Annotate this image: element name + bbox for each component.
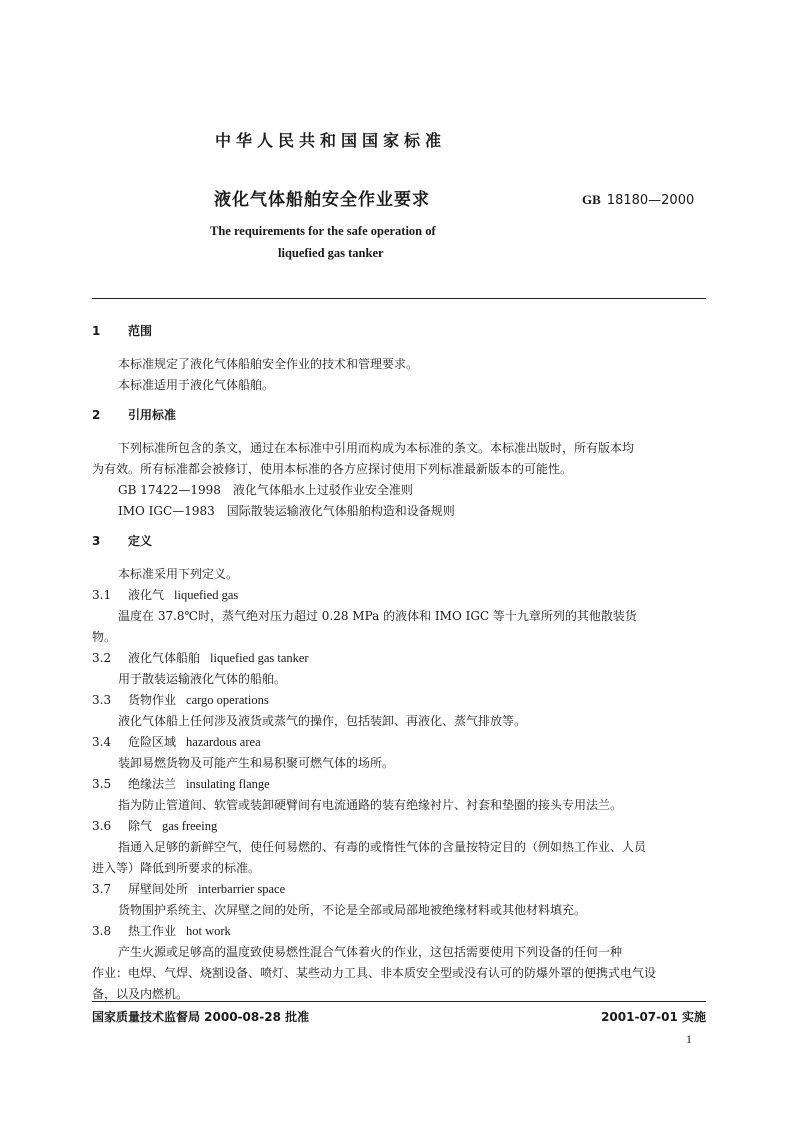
standard-number (582, 192, 694, 208)
definition-3-3-text: 液化气体船上任何涉及液货或蒸气的操作，包括装卸、再液化、蒸气排放等。 (118, 714, 527, 728)
page-number: 1 (686, 1032, 692, 1046)
section-2-para-line-2: 为有效。所有标准都会被修订，使用本标准的各方应探讨使用下列标准最新版本的可能性。 (92, 462, 573, 476)
section-3-intro: 本标准采用下列定义。 (118, 567, 239, 581)
section-2-para-line-1: 下列标准所包含的条文，通过在本标准中引用而构成为本标准的条文。本标准出版时，所有版本均 (118, 441, 635, 455)
reference-2: IMO IGC—1983 国际散装运输液化气体船舶构造和设备规则 (118, 504, 455, 518)
english-title-line1: The requirements for the safe operation of (210, 224, 436, 238)
definition-3-8-term: 3.8 热工作业 hot work (92, 924, 231, 938)
definition-3-2-term: 3.2 液化气体船舶 liquefied gas tanker (92, 651, 309, 665)
definition-3-6-text-2: 进入等）降低到所要求的标准。 (92, 861, 261, 875)
standard-code: 18180—2000 (606, 193, 695, 208)
implementation-date: 2001-07-01 实施 (601, 1010, 706, 1024)
definition-3-5-term: 3.5 绝缘法兰 insulating flange (92, 777, 270, 791)
definition-3-3-term: 3.3 货物作业 cargo operations (92, 693, 269, 707)
document-title: 液化气体船舶安全作业要求 (214, 190, 430, 210)
english-title-line2: liquefied gas tanker (278, 246, 384, 260)
approval-line: 国家质量技术监督局 2000-08-28 批准 (92, 1010, 310, 1024)
definition-3-8-text-2: 作业：电焊、气焊、烧割设备、喷灯、某些动力工具、非本质安全型或没有认可的防爆外罩的便携式电气设 (92, 966, 657, 980)
standard-title: 中华人民共和国国家标准 (215, 131, 447, 150)
section-1-heading: 1 范围 (92, 324, 153, 338)
definition-3-4-text: 装卸易燃货物及可能产生和易积聚可燃气体的场所。 (118, 756, 395, 770)
section-3-heading: 3 定义 (92, 534, 153, 548)
section-1-para-2: 本标准适用于液化气体船舶。 (118, 378, 275, 392)
definition-3-8-text-3: 备，以及内燃机。 (92, 987, 189, 1001)
definition-3-5-text: 指为防止管道间、软管或装卸硬臂间有电流通路的装有绝缘衬片、衬套和垫圈的接头专用法兰。 (118, 798, 623, 812)
definition-3-7-term: 3.7 屏壁间处所 interbarrier space (92, 882, 286, 896)
definition-3-2-text: 用于散装运输液化气体的船舶。 (118, 672, 287, 686)
standard-prefix: GB (582, 192, 601, 207)
definition-3-1-text-2: 物。 (92, 630, 117, 644)
reference-1: GB 17422—1998 液化气体船水上过驳作业安全准则 (118, 483, 413, 497)
bottom-divider (92, 1001, 706, 1002)
definition-3-4-term: 3.4 危险区域 hazardous area (92, 735, 261, 749)
definition-3-1-text-1: 温度在 37.8℃时，蒸气绝对压力超过 0.28 MPa 的液体和 IMO IGC 等十九章所列的其他散装货 (118, 609, 637, 623)
section-2-heading: 2 引用标准 (92, 408, 177, 422)
definition-3-7-text: 货物围护系统主、次屏壁之间的处所，不论是全部或局部地被绝缘材料或其他材料填充。 (118, 903, 587, 917)
definition-3-6-term: 3.6 除气 gas freeing (92, 819, 218, 833)
section-1-para-1: 本标准规定了液化气体船舶安全作业的技术和管理要求。 (118, 357, 419, 371)
top-divider (92, 298, 706, 299)
definition-3-8-text-1: 产生火源或足够高的温度致使易燃性混合气体着火的作业，这包括需要使用下列设备的任何一种 (118, 945, 623, 959)
definition-3-1-term: 3.1 液化气 liquefied gas (92, 588, 239, 602)
definition-3-6-text-1: 指通入足够的新鲜空气，使任何易燃的、有毒的或惰性气体的含量按特定目的（例如热工作业、人员 (118, 840, 647, 854)
